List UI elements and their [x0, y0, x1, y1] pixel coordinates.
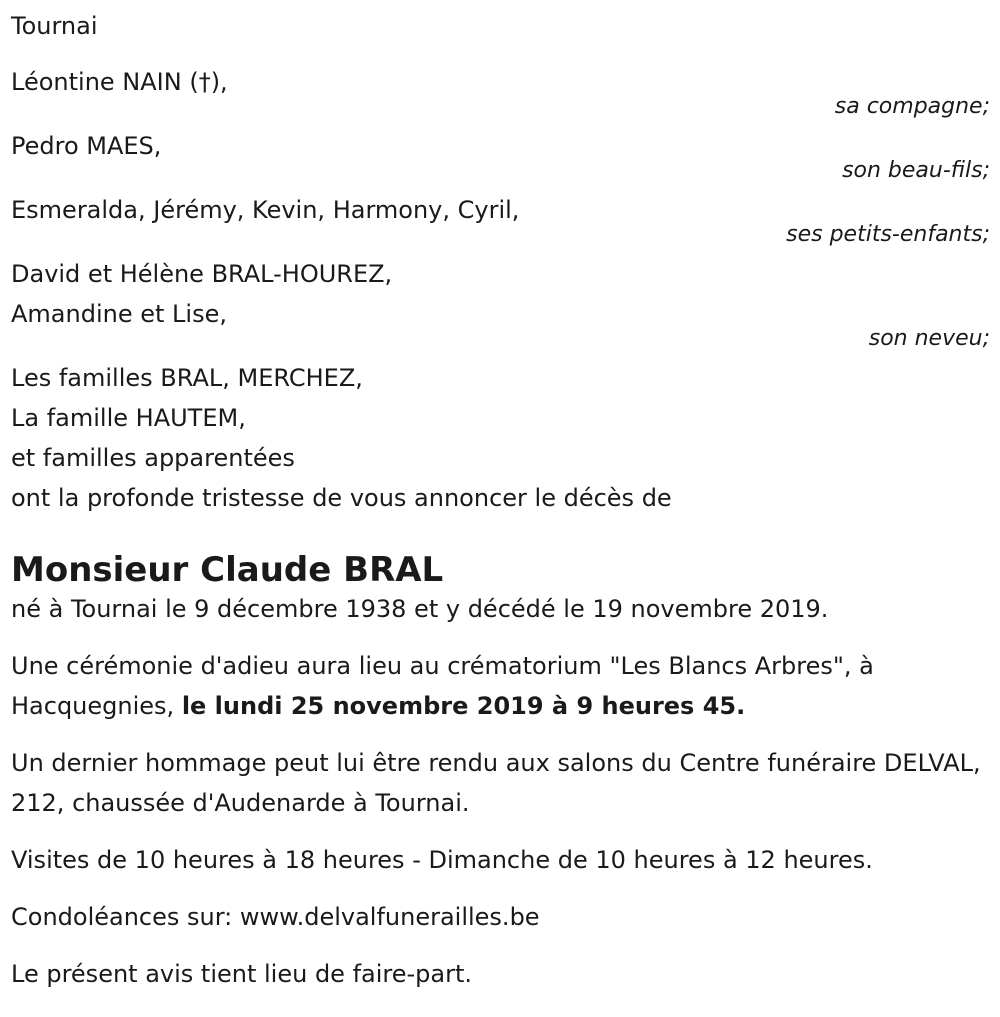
family-entry-name: David et Hélène BRAL-HOUREZ, [11, 260, 393, 288]
family-entry-name: Léontine NAIN (†), [11, 68, 228, 96]
announcement-line: ont la profonde tristesse de vous annoncer le décès de [11, 484, 672, 512]
family-entry-grandchildren [11, 190, 990, 246]
condolences-paragraph: Condoléances sur: www.delvalfunerailles.be [11, 903, 540, 931]
visits-paragraph: Visites de 10 heures à 18 heures - Dimanche de 10 heures à 12 heures. [11, 846, 873, 874]
family-entry-partner [11, 62, 990, 118]
town-name: Tournai [11, 12, 98, 40]
homage-paragraph: Un dernier hommage peut lui être rendu aux salons du Centre funéraire DELVAL, 212, chaussée d'Audenarde à Tournai. [11, 749, 981, 817]
family-entry-name: Pedro MAES, [11, 132, 162, 160]
family-entry-relation: ses petits-enfants; [786, 222, 990, 247]
family-entry-name: Amandine et Lise, [11, 300, 227, 328]
family-entry-name: Esmeralda, Jérémy, Kevin, Harmony, Cyril, [11, 196, 520, 224]
families-line: La famille HAUTEM, [11, 404, 246, 432]
families-line: Les familles BRAL, MERCHEZ, [11, 364, 363, 392]
notice-paragraph: Le présent avis tient lieu de faire-part. [11, 960, 473, 988]
obituary-notice [11, 0, 990, 994]
families-line: et familles apparentées [11, 444, 295, 472]
family-entry-stepson [11, 126, 990, 182]
family-entry-nephew [11, 254, 990, 350]
deceased-name: Monsieur Claude BRAL [11, 550, 444, 590]
families-block [11, 358, 990, 518]
family-entry-relation: son beau-fils; [842, 158, 990, 183]
family-entry-relation: son neveu; [868, 326, 990, 351]
family-entry-relation: sa compagne; [834, 94, 990, 119]
ceremony-text: Une cérémonie d'adieu aura lieu au crématorium "Les Blancs Arbres", à Hacquegnies, [11, 652, 874, 720]
ceremony-paragraph [11, 646, 990, 726]
birth-death-text: né à Tournai le 9 décembre 1938 et y décédé le 19 novembre 2019. [11, 595, 829, 623]
ceremony-date: le lundi 25 novembre 2019 à 9 heures 45. [181, 692, 746, 720]
